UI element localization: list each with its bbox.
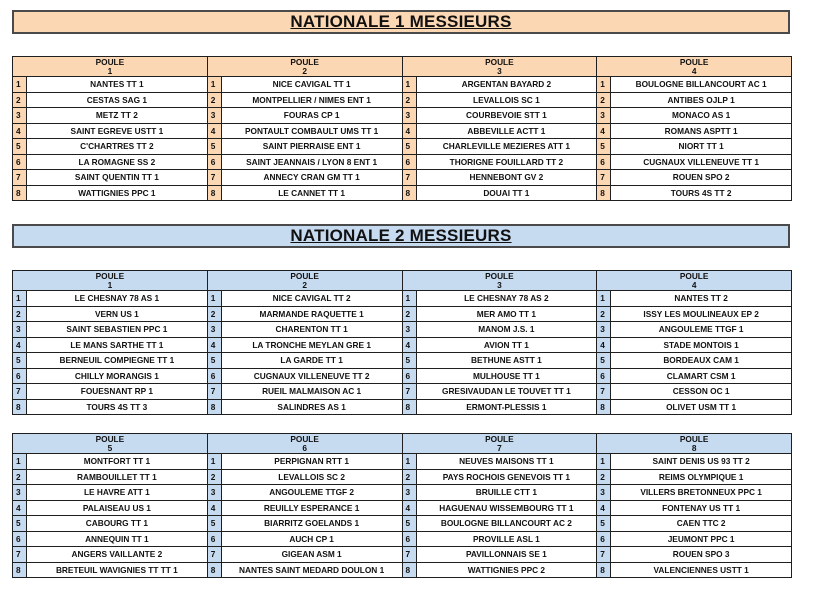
rank-cell: 8	[402, 399, 416, 415]
team-cell: STADE MONTOIS 1	[611, 337, 792, 353]
team-cell: REIMS OLYMPIQUE 1	[611, 469, 792, 485]
team-cell: GRESIVAUDAN LE TOUVET TT 1	[416, 384, 597, 400]
team-cell: BRUILLE CTT 1	[416, 485, 597, 501]
rank-cell: 8	[13, 399, 27, 415]
team-cell: ROMANS ASPTT 1	[611, 123, 792, 139]
rank-cell: 5	[402, 353, 416, 369]
poule-header	[207, 434, 402, 454]
team-cell: SAINT DENIS US 93 TT 2	[611, 454, 792, 470]
nationale-2-table-poules-5-8	[12, 433, 792, 578]
team-cell: GIGEAN ASM 1	[221, 547, 402, 563]
team-cell: CHARENTON TT 1	[221, 322, 402, 338]
poule-label: POULE	[679, 56, 709, 67]
rank-cell: 5	[402, 516, 416, 532]
team-cell: ANNECY CRAN GM TT 1	[221, 170, 402, 186]
team-cell: MONTFORT TT 1	[27, 454, 208, 470]
rank-cell: 8	[207, 185, 221, 201]
team-cell: COURBEVOIE STT 1	[416, 108, 597, 124]
team-cell: PONTAULT COMBAULT UMS TT 1	[221, 123, 402, 139]
team-cell: NANTES SAINT MEDARD DOULON 1	[221, 562, 402, 578]
rank-cell: 4	[13, 500, 27, 516]
team-cell: SAINT PIERRAISE ENT 1	[221, 139, 402, 155]
rank-cell: 4	[402, 337, 416, 353]
rank-cell: 1	[402, 291, 416, 307]
table-row	[13, 500, 792, 516]
rank-cell: 3	[597, 108, 611, 124]
rank-cell: 1	[207, 454, 221, 470]
rank-cell: 8	[13, 185, 27, 201]
table-row	[13, 353, 792, 369]
team-cell: ROUEN SPO 2	[611, 170, 792, 186]
poule-number: 3	[497, 65, 502, 76]
rank-cell: 5	[13, 516, 27, 532]
rank-cell: 6	[207, 154, 221, 170]
team-cell: LE MANS SARTHE TT 1	[27, 337, 208, 353]
team-cell: BETHUNE ASTT 1	[416, 353, 597, 369]
rank-cell: 8	[597, 399, 611, 415]
table-row	[13, 291, 792, 307]
team-cell: TOURS 4S TT 3	[27, 399, 208, 415]
team-cell: LA TRONCHE MEYLAN GRE 1	[221, 337, 402, 353]
rank-cell: 6	[13, 531, 27, 547]
rank-cell: 3	[402, 322, 416, 338]
team-cell: HAGUENAU WISSEMBOURG TT 1	[416, 500, 597, 516]
team-cell: LE CANNET TT 1	[221, 185, 402, 201]
rank-cell: 2	[207, 92, 221, 108]
rank-cell: 6	[207, 531, 221, 547]
team-cell: BOULOGNE BILLANCOURT AC 2	[416, 516, 597, 532]
rank-cell: 3	[207, 108, 221, 124]
team-cell: ABBEVILLE ACTT 1	[416, 123, 597, 139]
team-cell: SAINT QUENTIN TT 1	[27, 170, 208, 186]
team-cell: CESTAS SAG 1	[27, 92, 208, 108]
team-cell: FOUESNANT RP 1	[27, 384, 208, 400]
rank-cell: 7	[597, 547, 611, 563]
poule-number: 1	[107, 65, 113, 76]
poule-header	[402, 271, 597, 291]
team-cell: JEUMONT PPC 1	[611, 531, 792, 547]
rank-cell: 6	[402, 154, 416, 170]
rank-cell: 4	[597, 500, 611, 516]
team-cell: PAYS ROCHOIS GENEVOIS TT 1	[416, 469, 597, 485]
team-cell: LE CHESNAY 78 AS 2	[416, 291, 597, 307]
table-row	[13, 469, 792, 485]
poule-number: 3	[497, 279, 502, 290]
team-cell: CLAMART CSM 1	[611, 368, 792, 384]
team-cell: ROUEN SPO 3	[611, 547, 792, 563]
rank-cell: 4	[402, 500, 416, 516]
team-cell: BERNEUIL COMPIEGNE TT 1	[27, 353, 208, 369]
team-cell: VERN US 1	[27, 306, 208, 322]
rank-cell: 7	[402, 547, 416, 563]
team-cell: ANGOULEME TTGF 1	[611, 322, 792, 338]
rank-cell: 8	[13, 562, 27, 578]
team-cell: AVION TT 1	[416, 337, 597, 353]
rank-cell: 1	[597, 454, 611, 470]
rank-cell: 7	[13, 170, 27, 186]
poule-label: POULE	[290, 56, 319, 67]
rank-cell: 3	[207, 485, 221, 501]
table-row	[13, 562, 792, 578]
rank-cell: 7	[207, 384, 221, 400]
rank-cell: 3	[13, 322, 27, 338]
rank-cell: 8	[207, 562, 221, 578]
team-cell: NEUVES MAISONS TT 1	[416, 454, 597, 470]
team-cell: PALAISEAU US 1	[27, 500, 208, 516]
nationale-1-banner	[12, 10, 790, 34]
rank-cell: 2	[402, 469, 416, 485]
rank-cell: 4	[597, 123, 611, 139]
rank-cell: 1	[13, 454, 27, 470]
rank-cell: 6	[13, 154, 27, 170]
poule-label: POULE	[95, 270, 125, 281]
poule-label: POULE	[679, 270, 709, 281]
rank-cell: 6	[597, 154, 611, 170]
team-cell: VILLERS BRETONNEUX PPC 1	[611, 485, 792, 501]
team-cell: AUCH CP 1	[221, 531, 402, 547]
rank-cell: 1	[207, 291, 221, 307]
poule-header	[597, 434, 792, 454]
rank-cell: 4	[207, 337, 221, 353]
team-cell: LE CHESNAY 78 AS 1	[27, 291, 208, 307]
team-cell: BOULOGNE BILLANCOURT AC 1	[611, 77, 792, 93]
team-cell: LA ROMAGNE SS 2	[27, 154, 208, 170]
rank-cell: 1	[402, 77, 416, 93]
team-cell: SAINT EGREVE USTT 1	[27, 123, 208, 139]
rank-cell: 2	[597, 306, 611, 322]
rank-cell: 7	[402, 384, 416, 400]
rank-cell: 4	[207, 123, 221, 139]
rank-cell: 5	[597, 353, 611, 369]
team-cell: ANNEQUIN TT 1	[27, 531, 208, 547]
rank-cell: 3	[597, 322, 611, 338]
poule-header	[402, 434, 597, 454]
team-cell: C'CHARTRES TT 2	[27, 139, 208, 155]
rank-cell: 6	[402, 368, 416, 384]
poule-header	[13, 271, 208, 291]
rank-cell: 1	[13, 291, 27, 307]
poule-header	[13, 434, 208, 454]
table-row	[13, 322, 792, 338]
rank-cell: 4	[13, 337, 27, 353]
rank-cell: 7	[402, 170, 416, 186]
team-cell: BORDEAUX CAM 1	[611, 353, 792, 369]
team-cell: WATTIGNIES PPC 2	[416, 562, 597, 578]
rank-cell: 7	[207, 170, 221, 186]
rank-cell: 8	[207, 399, 221, 415]
rank-cell: 7	[207, 547, 221, 563]
poule-number: 1	[107, 279, 113, 290]
rank-cell: 5	[207, 353, 221, 369]
team-cell: ANTIBES OJLP 1	[611, 92, 792, 108]
rank-cell: 7	[13, 547, 27, 563]
rank-cell: 6	[13, 368, 27, 384]
team-cell: TOURS 4S TT 2	[611, 185, 792, 201]
nationale-2-banner	[12, 224, 790, 248]
table-row	[13, 92, 792, 108]
poule-label: POULE	[290, 433, 319, 444]
rank-cell: 2	[207, 469, 221, 485]
rank-cell: 1	[597, 77, 611, 93]
team-cell: LA GARDE TT 1	[221, 353, 402, 369]
rank-cell: 2	[13, 306, 27, 322]
table-row	[13, 337, 792, 353]
team-cell: NICE CAVIGAL TT 2	[221, 291, 402, 307]
team-cell: RAMBOUILLET TT 1	[27, 469, 208, 485]
rank-cell: 2	[597, 469, 611, 485]
rank-cell: 6	[597, 368, 611, 384]
rank-cell: 3	[13, 485, 27, 501]
poule-header	[207, 57, 402, 77]
team-cell: MULHOUSE TT 1	[416, 368, 597, 384]
team-cell: NICE CAVIGAL TT 1	[221, 77, 402, 93]
poule-header	[402, 57, 597, 77]
team-cell: ISSY LES MOULINEAUX EP 2	[611, 306, 792, 322]
team-cell: ERMONT-PLESSIS 1	[416, 399, 597, 415]
poule-number: 2	[302, 279, 307, 290]
rank-cell: 3	[402, 485, 416, 501]
nationale-1-table	[12, 56, 792, 201]
rank-cell: 5	[13, 139, 27, 155]
team-cell: PERPIGNAN RTT 1	[221, 454, 402, 470]
team-cell: NANTES TT 1	[27, 77, 208, 93]
team-cell: FONTENAY US TT 1	[611, 500, 792, 516]
rank-cell: 7	[13, 384, 27, 400]
poule-label: POULE	[95, 433, 125, 444]
poule-number: 8	[691, 442, 697, 453]
team-cell: THORIGNE FOUILLARD TT 2	[416, 154, 597, 170]
rank-cell: 4	[13, 123, 27, 139]
team-cell: MARMANDE RAQUETTE 1	[221, 306, 402, 322]
team-cell: OLIVET USM TT 1	[611, 399, 792, 415]
table-row	[13, 399, 792, 415]
team-cell: FOURAS CP 1	[221, 108, 402, 124]
rank-cell: 6	[597, 531, 611, 547]
team-cell: BIARRITZ GOELANDS 1	[221, 516, 402, 532]
rank-cell: 8	[402, 562, 416, 578]
poule-number: 4	[691, 65, 697, 76]
poule-header-row	[13, 434, 792, 454]
table-row	[13, 139, 792, 155]
poule-label: POULE	[485, 56, 514, 67]
team-cell: VALENCIENNES USTT 1	[611, 562, 792, 578]
team-cell: SAINT JEANNAIS / LYON 8 ENT 1	[221, 154, 402, 170]
rank-cell: 1	[207, 77, 221, 93]
poule-label: POULE	[485, 270, 514, 281]
team-cell: MER AMO TT 1	[416, 306, 597, 322]
rank-cell: 6	[402, 531, 416, 547]
team-cell: CAEN TTC 2	[611, 516, 792, 532]
rank-cell: 8	[597, 185, 611, 201]
rank-cell: 1	[597, 291, 611, 307]
table-row	[13, 77, 792, 93]
team-cell: METZ TT 2	[27, 108, 208, 124]
rank-cell: 1	[402, 454, 416, 470]
team-cell: CESSON OC 1	[611, 384, 792, 400]
rank-cell: 3	[207, 322, 221, 338]
poule-label: POULE	[485, 433, 514, 444]
rank-cell: 3	[402, 108, 416, 124]
rank-cell: 2	[402, 306, 416, 322]
poule-header	[207, 271, 402, 291]
poule-label: POULE	[290, 270, 319, 281]
poule-number: 7	[497, 442, 502, 453]
rank-cell: 5	[207, 516, 221, 532]
poule-number: 4	[691, 279, 697, 290]
team-cell: PAVILLONNAIS SE 1	[416, 547, 597, 563]
rank-cell: 2	[402, 92, 416, 108]
team-cell: DOUAI TT 1	[416, 185, 597, 201]
poule-header	[597, 57, 792, 77]
rank-cell: 5	[402, 139, 416, 155]
poule-number: 5	[107, 442, 113, 453]
team-cell: ARGENTAN BAYARD 2	[416, 77, 597, 93]
team-cell: MONTPELLIER / NIMES ENT 1	[221, 92, 402, 108]
poule-header	[597, 271, 792, 291]
team-cell: ANGERS VAILLANTE 2	[27, 547, 208, 563]
rank-cell: 4	[207, 500, 221, 516]
team-cell: LEVALLOIS SC 2	[221, 469, 402, 485]
table-row	[13, 531, 792, 547]
poule-header-row	[13, 271, 792, 291]
team-cell: CABOURG TT 1	[27, 516, 208, 532]
team-cell: SAINT SEBASTIEN PPC 1	[27, 322, 208, 338]
table-row	[13, 368, 792, 384]
team-cell: MANOM J.S. 1	[416, 322, 597, 338]
table-row	[13, 384, 792, 400]
team-cell: CHILLY MORANGIS 1	[27, 368, 208, 384]
table-row	[13, 154, 792, 170]
table-row	[13, 185, 792, 201]
rank-cell: 2	[207, 306, 221, 322]
poule-number: 6	[302, 442, 307, 453]
team-cell: NIORT TT 1	[611, 139, 792, 155]
table-row	[13, 123, 792, 139]
table-row	[13, 516, 792, 532]
team-cell: WATTIGNIES PPC 1	[27, 185, 208, 201]
rank-cell: 5	[13, 353, 27, 369]
poule-label: POULE	[679, 433, 709, 444]
table-row	[13, 547, 792, 563]
rank-cell: 6	[207, 368, 221, 384]
poule-label: POULE	[95, 56, 125, 67]
table-row	[13, 170, 792, 186]
team-cell: REUILLY ESPERANCE 1	[221, 500, 402, 516]
poule-header-row	[13, 57, 792, 77]
rank-cell: 1	[13, 77, 27, 93]
rank-cell: 3	[597, 485, 611, 501]
nationale-1-title: NATIONALE 1 MESSIEURS	[290, 12, 512, 31]
rank-cell: 5	[597, 139, 611, 155]
team-cell: MONACO AS 1	[611, 108, 792, 124]
team-cell: RUEIL MALMAISON AC 1	[221, 384, 402, 400]
table-row	[13, 306, 792, 322]
nationale-2-table-poules-1-4	[12, 270, 792, 415]
poule-number: 2	[302, 65, 307, 76]
rank-cell: 2	[597, 92, 611, 108]
rank-cell: 7	[597, 384, 611, 400]
nationale-2-title: NATIONALE 2 MESSIEURS	[290, 226, 512, 245]
team-cell: LE HAVRE ATT 1	[27, 485, 208, 501]
team-cell: CHARLEVILLE MEZIERES ATT 1	[416, 139, 597, 155]
rank-cell: 2	[13, 469, 27, 485]
rank-cell: 4	[597, 337, 611, 353]
rank-cell: 5	[597, 516, 611, 532]
team-cell: CUGNAUX VILLENEUVE TT 1	[611, 154, 792, 170]
table-row	[13, 485, 792, 501]
poule-header	[13, 57, 208, 77]
team-cell: HENNEBONT GV 2	[416, 170, 597, 186]
table-row	[13, 108, 792, 124]
rank-cell: 8	[402, 185, 416, 201]
rank-cell: 2	[13, 92, 27, 108]
table-row	[13, 454, 792, 470]
rank-cell: 7	[597, 170, 611, 186]
team-cell: ANGOULEME TTGF 2	[221, 485, 402, 501]
team-cell: NANTES TT 2	[611, 291, 792, 307]
team-cell: PROVILLE ASL 1	[416, 531, 597, 547]
team-cell: BRETEUIL WAVIGNIES TT TT 1	[27, 562, 208, 578]
rank-cell: 8	[597, 562, 611, 578]
team-cell: LEVALLOIS SC 1	[416, 92, 597, 108]
rank-cell: 4	[402, 123, 416, 139]
rank-cell: 5	[207, 139, 221, 155]
team-cell: CUGNAUX VILLENEUVE TT 2	[221, 368, 402, 384]
rank-cell: 3	[13, 108, 27, 124]
team-cell: SALINDRES AS 1	[221, 399, 402, 415]
